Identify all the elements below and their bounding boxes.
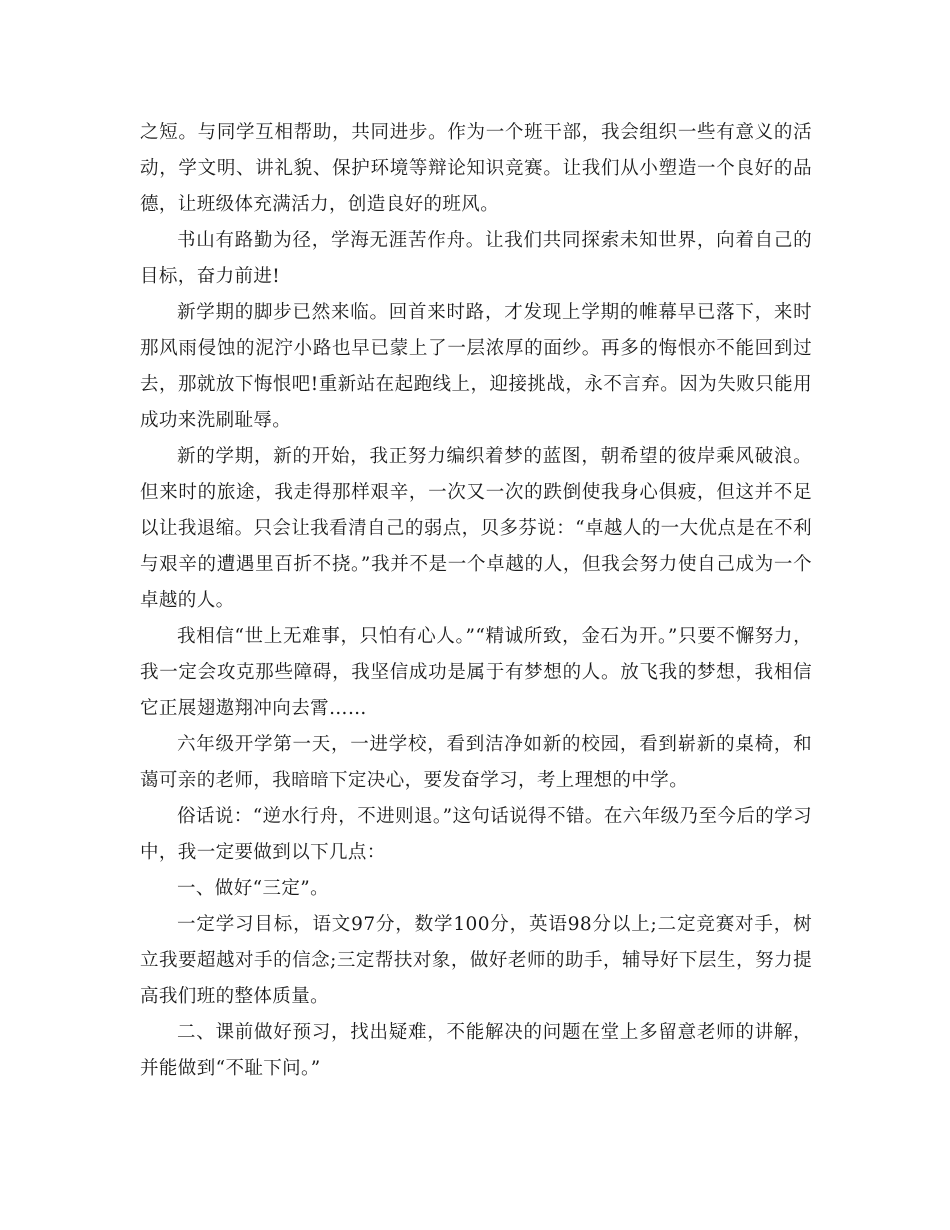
paragraph-3: 新学期的脚步已然来临。回首来时路，才发现上学期的帷幕早已落下，来时那风雨侵蚀的泥泞小路也早已蒙上了一层浓厚的面纱。再多的悔恨亦不能回到过去，那就放下悔恨吧!重新站在起跑线上，迎接挑战，永不言弃。因为失败只能用成功来洗刷耻辱。	[140, 302, 812, 431]
paragraph-1: 之短。与同学互相帮助，共同进步。作为一个班干部，我会组织一些有意义的活动，学文明、讲礼貌、保护环境等辩论知识竞赛。让我们从小塑造一个良好的品德，让班级体充满活力，创造良好的班风。	[140, 122, 812, 215]
paragraph-8: 一、做好“三定”。	[177, 878, 330, 899]
paragraph-4: 新的学期，新的开始，我正努力编织着梦的蓝图，朝希望的彼岸乘风破浪。但来时的旅途，我走得那样艰辛，一次又一次的跌倒使我身心俱疲，但这并不足以让我退缩。只会让我看清自己的弱点，贝多芬说：“卓越人的一大优点是在不利与艰辛的遭遇里百折不挠。”我并不是一个卓越的人，但我会努力使自己成为一个卓越的人。	[140, 446, 812, 611]
paragraph-6: 六年级开学第一天，一进学校，看到洁净如新的校园，看到崭新的桌椅，和蔼可亲的老师，我暗暗下定决心，要发奋学习，考上理想的中学。	[140, 734, 812, 791]
paragraph-9: 一定学习目标，语文97分，数学100分，英语98分以上;二定竞赛对手，树立我要超越对手的信念;三定帮扶对象，做好老师的助手，辅导好下层生，努力提高我们班的整体质量。	[140, 914, 812, 1007]
paragraph-10: 二、课前做好预习，找出疑难，不能解决的问题在堂上多留意老师的讲解，并能做到“不耻下问。”	[140, 1022, 812, 1079]
paragraph-5: 我相信“世上无难事，只怕有心人。”“精诚所致，金石为开。”只要不懈努力，我一定会攻克那些障碍，我坚信成功是属于有梦想的人。放飞我的梦想，我相信它正展翅遨翔冲向去霄……	[140, 626, 812, 719]
paragraph-2: 书山有路勤为径，学海无涯苦作舟。让我们共同探索未知世界，向着自己的目标，奋力前进!	[140, 230, 812, 287]
document-body	[140, 115, 812, 1087]
paragraph-7: 俗话说：“逆水行舟，不进则退。”这句话说得不错。在六年级乃至今后的学习中，我一定要做到以下几点：	[140, 806, 812, 863]
